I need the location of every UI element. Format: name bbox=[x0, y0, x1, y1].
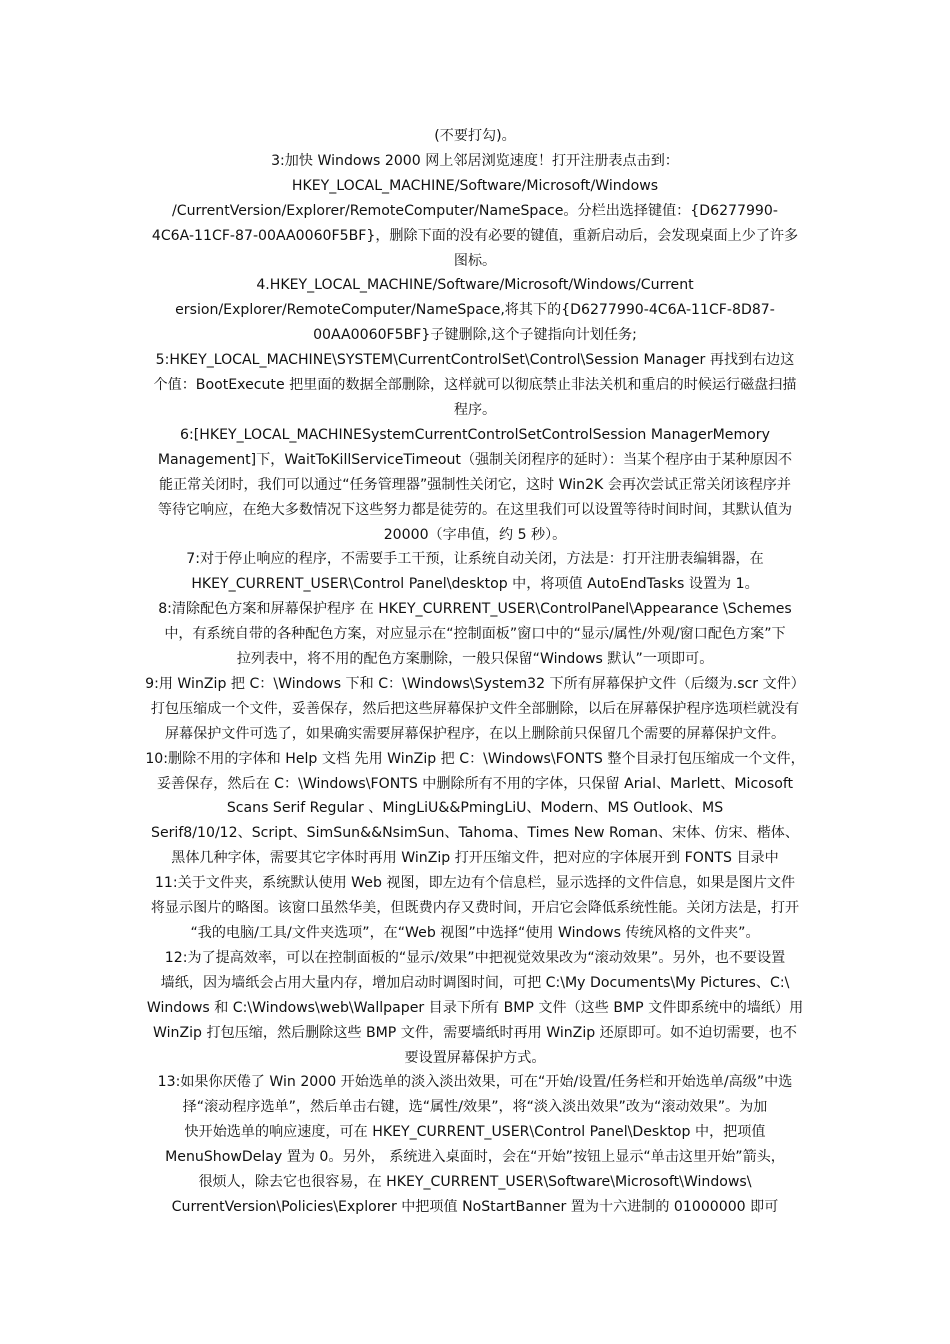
document-body bbox=[140, 124, 810, 1220]
text-line: Serif8/10/12、Script、SimSun&&NsimSun、Tahoma、Times New Roman、宋体、仿宋、楷体、 bbox=[151, 825, 799, 842]
text-line: 要设置屏幕保护方式。 bbox=[404, 1049, 546, 1066]
text-line: 墙纸，因为墙纸会占用大量内存，增加启动时调图时间，可把 C:\My Documents\My Pictures、C:\ bbox=[160, 974, 790, 991]
text-line: 图标。 bbox=[453, 252, 497, 269]
text-line: 13:如果你厌倦了 Win 2000 开始选单的淡入淡出效果，可在“开始/设置/任务栏和开始选单/高级”中选 bbox=[157, 1074, 793, 1091]
text-line: 很烦人，除去它也很容易，在 HKEY_CURRENT_USER\Software\Microsoft\Windows\ bbox=[198, 1174, 752, 1191]
text-line: 11:关于文件夹，系统默认使用 Web 视图，即左边有个信息栏，显示选择的文件信息，如果是图片文件 bbox=[154, 875, 796, 892]
text-line: WinZip 打包压缩，然后删除这些 BMP 文件，需要墙纸时再用 WinZip 还原即可。如不迫切需要，也不 bbox=[153, 1024, 797, 1041]
text-line: 将显示图片的略图。该窗口虽然华美，但既费内存又费时间，开启它会降低系统性能。关闭方法是，打开 bbox=[150, 900, 800, 917]
text-line: 黑体几种字体，需要其它字体时再用 WinZip 打开压缩文件，把对应的字体展开到 FONTS 目录中 bbox=[171, 850, 779, 867]
text-line: (不要打勾)。 bbox=[434, 128, 516, 144]
text-line: 快开始选单的响应速度，可在 HKEY_CURRENT_USER\Control Panel\Desktop 中，把项值 bbox=[184, 1124, 766, 1141]
text-line: 12:为了提高效率，可以在控制面板的“显示/效果”中把视觉效果改为“滚动效果”。另外，也不要设置 bbox=[164, 949, 786, 966]
text-line: Windows 和 C:\Windows\web\Wallpaper 目录下所有 BMP 文件（这些 BMP 文件即系统中的墙纸）用 bbox=[146, 999, 804, 1016]
text-line: 8:清除配色方案和屏幕保护程序 在 HKEY_CURRENT_USER\ControlPanel\Appearance \Schemes bbox=[158, 601, 792, 618]
text-line: HKEY_LOCAL_MACHINE/Software/Microsoft/Windows bbox=[291, 177, 659, 194]
text-line: 5:HKEY_LOCAL_MACHINE\SYSTEM\CurrentControlSet\Control\Session Manager 再找到右边这 bbox=[155, 352, 795, 369]
text-line: 能正常关闭时，我们可以通过“任务管理器”强制性关闭它，这时 Win2K 会再次尝试正常关闭该程序并 bbox=[159, 476, 791, 493]
text-line: 择“滚动程序选单”，然后单击右键，选“属性/效果”，将“淡入淡出效果”改为“滚动效果”。为加 bbox=[182, 1099, 768, 1116]
text-line: 10:删除不用的字体和 Help 文档 先用 WinZip 把 C：\Windows\FONTS 整个目录打包压缩成一个文件， bbox=[145, 750, 805, 767]
text-line: Scans Serif Regular 、MingLiU&&PmingLiU、Modern、MS Outlook、MS bbox=[226, 800, 724, 817]
text-line: 9:用 WinZip 把 C：\Windows 下和 C：\Windows\System32 下所有屏幕保护文件（后缀为.scr 文件） bbox=[145, 675, 805, 692]
text-line: /CurrentVersion/Explorer/RemoteComputer/NameSpace。分栏出选择键值：{D6277990- bbox=[172, 202, 778, 219]
text-line: 3:加快 Windows 2000 网上邻居浏览速度！打开注册表点击到： bbox=[271, 152, 679, 169]
text-line: 屏幕保护文件可选了，如果确实需要屏幕保护程序，在以上删除前只保留几个需要的屏幕保护文件。 bbox=[164, 725, 786, 742]
text-line: 个值：BootExecute 把里面的数据全部删除，这样就可以彻底禁止非法关机和重启的时候运行磁盘扫描 bbox=[153, 377, 797, 394]
text-line: 中，有系统自带的各种配色方案，对应显示在“控制面板”窗口中的“显示/属性/外观/窗口配色方案”下 bbox=[164, 626, 786, 643]
text-line: 4C6A-11CF-87-00AA0060F5BF}，删除下面的没有必要的键值，重新启动后，会发现桌面上少了许多 bbox=[151, 227, 799, 244]
text-line: 6:[HKEY_LOCAL_MACHINESystemCurrentControlSetControlSession ManagerMemory bbox=[180, 426, 770, 443]
text-line: ersion/Explorer/RemoteComputer/NameSpace,将其下的{D6277990-4C6A-11CF-8D87- bbox=[175, 302, 775, 319]
text-line: 拉列表中，将不用的配色方案删除，一般只保留“Windows 默认”一项即可。 bbox=[236, 651, 714, 668]
text-line: 妥善保存，然后在 C：\Windows\FONTS 中删除所有不用的字体，只保留 Arial、Marlett、Micosoft bbox=[156, 775, 794, 792]
text-line: 程序。 bbox=[453, 401, 497, 418]
text-line: “我的电脑/工具/文件夹选项”，在“Web 视图”中选择“使用 Windows 传统风格的文件夹”。 bbox=[190, 925, 760, 941]
text-line: Management]下，WaitToKillServiceTimeout（强制关闭程序的延时）：当某个程序由于某种原因不 bbox=[157, 451, 793, 468]
text-line: 7:对于停止响应的程序，不需要手工干预，让系统自动关闭，方法是：打开注册表编辑器，在 bbox=[186, 551, 764, 568]
text-line: CurrentVersion\Policies\Explorer 中把项值 NoStartBanner 置为十六进制的 01000000 即可 bbox=[171, 1198, 779, 1215]
text-line: HKEY_CURRENT_USER\Control Panel\desktop 中，将项值 AutoEndTasks 设置为 1。 bbox=[191, 576, 759, 593]
text-line: 20000（字串值，约 5 秒）。 bbox=[383, 526, 567, 543]
text-line: 4.HKEY_LOCAL_MACHINE/Software/Microsoft/Windows/Current bbox=[256, 277, 694, 294]
text-line: 等待它响应，在绝大多数情况下这些努力都是徒劳的。在这里我们可以设置等待时间时间，其默认值为 bbox=[157, 501, 793, 518]
text-line: 00AA0060F5BF}子键删除,这个子键指向计划任务; bbox=[313, 327, 637, 344]
text-line: 打包压缩成一个文件，妥善保存，然后把这些屏幕保护文件全部删除，以后在屏幕保护程序选项栏就没有 bbox=[150, 700, 800, 717]
text-line: MenuShowDelay 置为 0。另外， 系统进入桌面时，会在“开始”按钮上显示“单击这里开始”箭头， bbox=[165, 1149, 785, 1166]
